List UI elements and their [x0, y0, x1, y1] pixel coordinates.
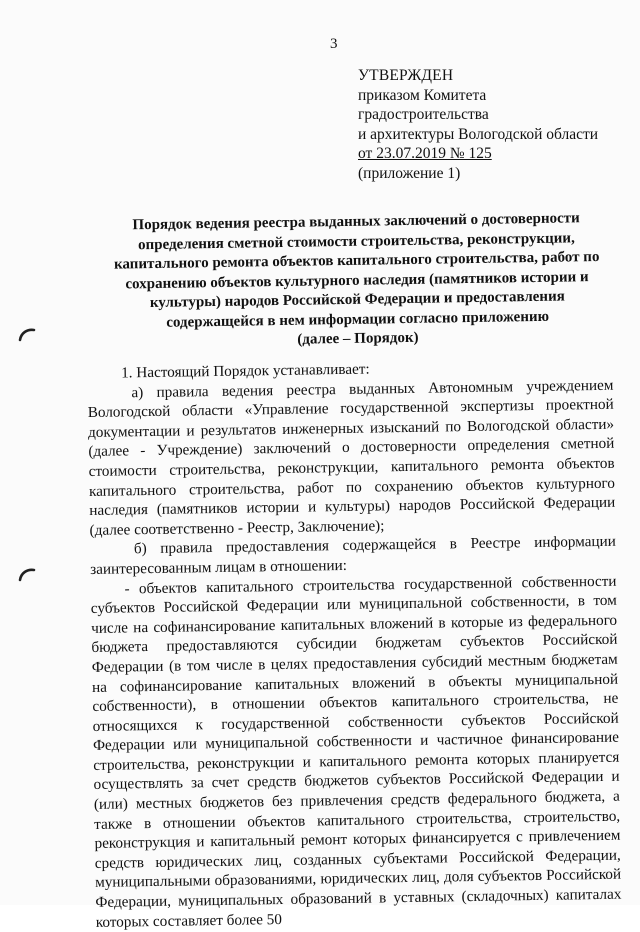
- paragraph-objects: - объектов капитального строительства государственной собственности субъектов Российской Федерации или муниципальной собственности, в том числе на софинансирование капитальных вложений в которые из федерального бюджета предоставляются субсидии бюджетам субъектов Российской Федерации (в том числе в целях предоставления субсидий местным бюджетам на софинансирование капитальных вложений в объекты муниципальной собственности), в отношении объектов капитального строительства, не относящихся к государственной собственности субъектов Российской Федерации или муниципальной собственности и частичное финансирование строительства, реконструкции и капитального ремонта которых планируется осуществлять за счет средств бюджетов субъектов Российской Федерации и (или) местных бюджетов без привлечения средств федерального бюджета, а также в отношении объектов капитального строительства, строительство, реконструкция и капитальный ремонт которых финансируется с привлечением средств юридических лиц, созданных субъектами Российской Федерации, муниципальными образованиями, юридических лиц, доля субъектов Российской Федерации, муниципальных образований в уставных (складочных) капиталах которых составляет более 50: [90, 572, 622, 931]
- approval-line-3: и архитектуры Вологодской области: [358, 125, 599, 143]
- punch-hole-mark: [18, 568, 36, 582]
- title-line-1: Порядок ведения реестра выданных заключений о достоверности: [132, 210, 580, 234]
- title-line-7: (далее – Порядок): [297, 329, 419, 348]
- paragraph-a: а) правила ведения реестра выданных Автономным учреждением Вологодской области «Управление государственной экспертизы проектной документации и результатов инженерных изысканий по Вологодской области» (далее - Учреждение) заключений о достоверности определения сметной стоимости строительства, реконструкции, капитального ремонта объектов капитального строительства, работ по сохранению объектов культурного наследия (памятников истории и культуры) народов Российской Федерации (далее соответственно - Реестр, Заключение);: [87, 376, 616, 539]
- approval-order-date: от 23.07.2019 № 125: [358, 145, 492, 162]
- document-title: [88, 209, 626, 354]
- punch-hole-mark: [18, 328, 36, 342]
- approval-line-2: градостроительства: [358, 106, 489, 123]
- approval-line-1: приказом Комитета: [358, 86, 487, 104]
- page-number: 3: [330, 36, 338, 52]
- title-line-4: сохранению объектов культурного наследия (памятников истории и: [125, 268, 589, 292]
- title-line-2: определения сметной стоимости строительства, реконструкции,: [137, 229, 575, 253]
- title-line-3: капитального ремонта объектов капитального строительства, работ по: [113, 248, 600, 273]
- document-body: [87, 356, 622, 932]
- paragraph-1: 1. Настоящий Порядок устанавливает:: [121, 360, 370, 382]
- title-line-6: содержащейся в нем информации согласно приложению: [166, 308, 550, 331]
- title-line-5: культуры) народов Российской Федерации и предоставления: [149, 288, 565, 312]
- approval-line-5: (приложение 1): [358, 164, 461, 182]
- paragraph-b: б) правила предоставления содержащейся в Реестре информации заинтересованным лицам в отношении:: [90, 533, 616, 578]
- approval-heading: УТВЕРЖДЕН: [358, 67, 454, 84]
- approval-block: [358, 66, 598, 183]
